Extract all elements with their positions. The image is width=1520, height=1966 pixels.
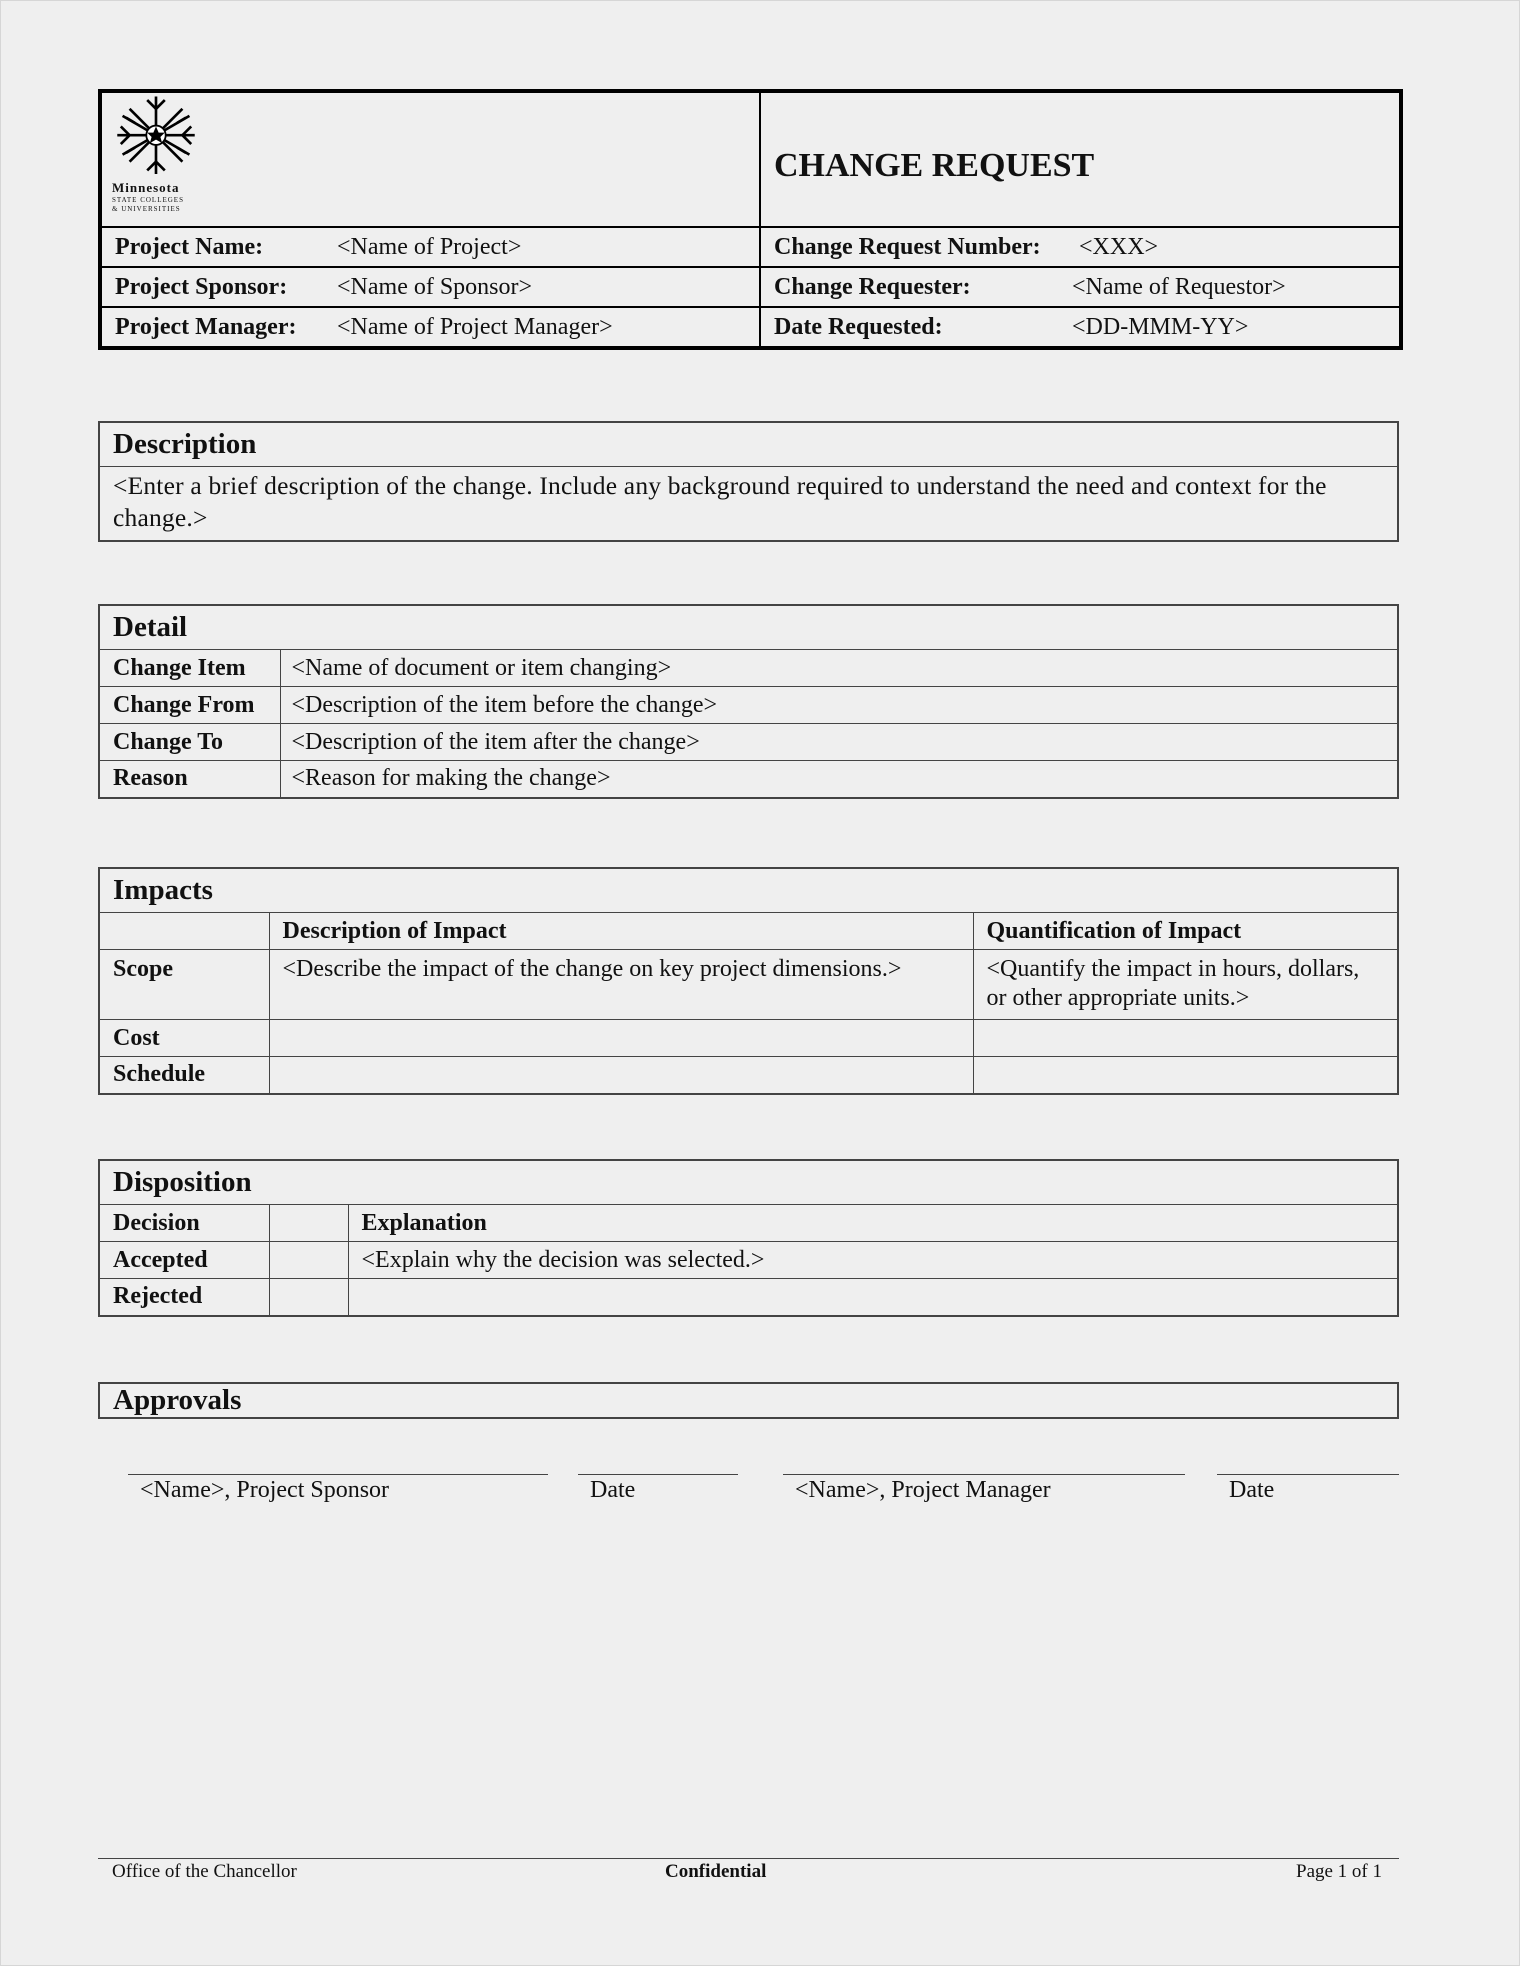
detail-label: Change From [99,687,280,724]
table-row [99,761,1398,798]
manager-date-line[interactable] [1217,1474,1399,1509]
impacts-heading: Impacts [99,868,1398,913]
project-name-label: Project Name: [115,233,264,260]
detail-label: Change Item [99,650,280,687]
decision-explanation[interactable]: <Explain why the decision was selected.> [348,1242,1398,1279]
project-sponsor-label: Project Sponsor: [115,273,288,300]
decision-checkbox-cell[interactable] [269,1242,348,1279]
detail-label: Change To [99,724,280,761]
project-name-cell [100,227,760,267]
detail-section [98,604,1399,799]
project-manager-value: <Name of Project Manager> [337,313,613,340]
description-heading: Description [99,422,1398,467]
decision-label: Rejected [99,1279,269,1316]
logo-wordmark: Minnesota [112,180,180,195]
impact-label: Scope [99,950,269,1020]
table-header-row [99,913,1398,950]
impact-quantification[interactable] [973,1020,1398,1057]
change-request-number-cell [760,227,1401,267]
project-sponsor-cell [100,267,760,307]
footer-divider [98,1858,1399,1859]
manager-signature-line[interactable] [783,1474,1185,1509]
date-requested-value: <DD-MMM-YY> [1072,313,1249,340]
empty-header-cell [99,913,269,950]
sponsor-signature-line[interactable] [128,1474,548,1509]
date-requested-label: Date Requested: [774,313,943,340]
impact-label: Cost [99,1020,269,1057]
disposition-heading: Disposition [99,1160,1398,1205]
logo-subtitle: STATE COLLEGES & UNIVERSITIES [112,196,184,213]
change-request-number-label: Change Request Number: [774,233,1041,260]
detail-value[interactable]: <Description of the item before the change> [280,687,1398,724]
table-row [99,1279,1398,1316]
footer-confidential: Confidential [665,1861,767,1882]
empty-header-cell [269,1205,348,1242]
table-row [99,1057,1398,1094]
decision-explanation[interactable] [348,1279,1398,1316]
impact-label: Schedule [99,1057,269,1094]
detail-value[interactable]: <Name of document or item changing> [280,650,1398,687]
table-row [99,1242,1398,1279]
description-text[interactable]: <Enter a brief description of the change. Include any background required to understand the need and context for the change.> [99,467,1398,542]
decision-label: Accepted [99,1242,269,1279]
manager-signature-label: <Name>, Project Manager [795,1477,1051,1503]
explanation-header: Explanation [348,1205,1398,1242]
header-row [100,307,1401,348]
table-row [99,650,1398,687]
table-header-row [99,1205,1398,1242]
header-row [100,227,1401,267]
document-title: CHANGE REQUEST [760,91,1401,227]
change-requester-cell [760,267,1401,307]
sponsor-date-line[interactable] [578,1474,738,1509]
impact-description[interactable] [269,1057,973,1094]
approvals-section [98,1382,1399,1419]
impact-quantification[interactable]: <Quantify the impact in hours, dollars, or other appropriate units.> [973,950,1398,1020]
table-row [99,687,1398,724]
sponsor-date-label: Date [590,1477,636,1503]
footer-office: Office of the Chancellor [112,1861,297,1882]
project-name-value: <Name of Project> [337,233,522,260]
change-request-number-value: <XXX> [1079,233,1159,260]
impact-quantification[interactable] [973,1057,1398,1094]
table-row [99,1020,1398,1057]
decision-header: Decision [99,1205,269,1242]
impact-description[interactable]: <Describe the impact of the change on key project dimensions.> [269,950,973,1020]
detail-value[interactable]: <Reason for making the change> [280,761,1398,798]
date-requested-cell [760,307,1401,348]
detail-label: Reason [99,761,280,798]
table-row [99,724,1398,761]
description-section [98,421,1399,542]
header-row [100,267,1401,307]
change-requester-value: <Name of Requestor> [1072,273,1286,300]
project-manager-label: Project Manager: [115,313,297,340]
sponsor-signature-label: <Name>, Project Sponsor [140,1477,390,1503]
project-manager-cell [100,307,760,348]
header-table [98,89,1403,350]
impact-description[interactable] [269,1020,973,1057]
decision-checkbox-cell[interactable] [269,1279,348,1316]
logo-cell [100,91,760,227]
impact-description-header: Description of Impact [269,913,973,950]
footer-page-number: Page 1 of 1 [1296,1861,1383,1882]
detail-value[interactable]: <Description of the item after the change> [280,724,1398,761]
approvals-heading: Approvals [99,1383,1398,1418]
disposition-section [98,1159,1399,1317]
table-row [99,950,1398,1020]
detail-heading: Detail [99,605,1398,650]
impacts-section [98,867,1399,1095]
change-requester-label: Change Requester: [774,273,971,300]
manager-date-label: Date [1229,1477,1275,1503]
project-sponsor-value: <Name of Sponsor> [337,273,533,300]
impact-quantification-header: Quantification of Impact [973,913,1398,950]
